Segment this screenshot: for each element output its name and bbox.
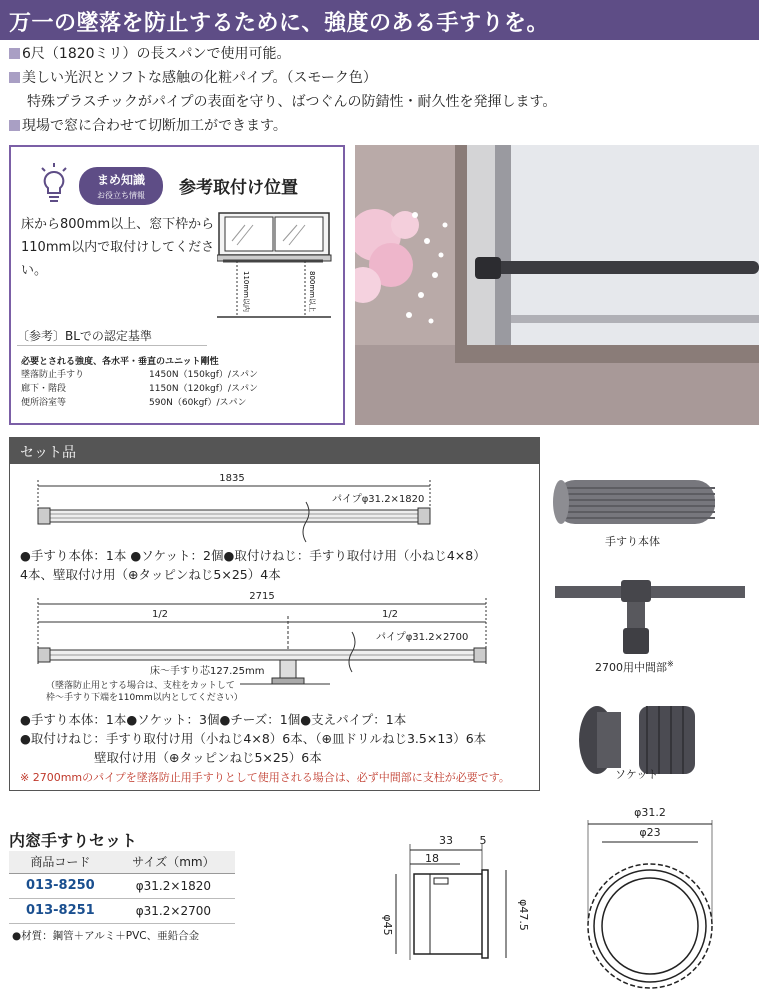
dim-5-label: 5 (479, 834, 487, 847)
feature-text: 現場で窓に合わせて切断加工ができます。 (22, 118, 287, 134)
page-title: 万一の墜落を防止するために、強度のある手すりを。 (9, 11, 550, 36)
dim-800-label: 800mm以上 (308, 271, 316, 312)
product-title: 内窓手すりセット (9, 831, 138, 850)
bl-label: 廊下・階段 (21, 384, 67, 394)
tip-text: 床から800mm以上、窓下枠から110mm以内で取付けしてください。 (21, 217, 215, 278)
feature-text: 美しい光沢とソフトな感触の化粧パイプ。（スモーク色） (22, 70, 377, 86)
badge-main: まめ知識 (96, 173, 145, 187)
d2-pipe-label: パイプφ31.2×2700 (376, 632, 469, 643)
part-middle-mark: ※ (667, 659, 674, 669)
d2-floor-label: 床～手すり芯127.25mm (150, 666, 265, 677)
d2-contents-line: 壁取付け用（⊕タッピンねじ5×25）6本 (94, 750, 322, 765)
d2-half-left: 1/2 (151, 609, 169, 620)
bl-heading: 〔参考〕BLでの認定基準 (17, 329, 152, 343)
warning-note: ※ 2700mmのパイプを墜落防止用手すりとして使用される場合は、必ず中間部に支柱が必要です。 (20, 771, 510, 784)
lightbulb-icon (39, 163, 69, 207)
set-drawings (10, 464, 539, 724)
divider (17, 345, 207, 346)
feature-text: 6尺（1820ミリ）の長スパンで使用可能。 (22, 46, 291, 62)
square-bullet-icon (9, 48, 20, 59)
bl-value: 1150N（120kgf）/スパン (149, 384, 258, 394)
part-middle-text: 2700用中間部 (595, 661, 667, 674)
dim-312-label: φ31.2 (634, 806, 666, 819)
bl-value: 1450N（150kgf）/スパン (149, 370, 258, 380)
set-header-label: セット品 (20, 445, 76, 461)
feature-item (9, 42, 749, 66)
table-header-row (9, 851, 235, 873)
d2-half-right: 1/2 (381, 609, 399, 620)
parts-illustrations (547, 440, 752, 800)
product-code: 013-8251 (9, 898, 112, 923)
dim-110-label: 110mm以内 (242, 271, 250, 312)
d2-contents (20, 710, 486, 767)
table-row (9, 898, 235, 923)
d1-contents-line: 4本、壁取付け用（⊕タッピンねじ5×25）4本 (20, 567, 281, 582)
technical-drawing (370, 800, 759, 1007)
feature-item (9, 114, 749, 138)
middle-part-image (555, 580, 745, 654)
bl-table (21, 368, 271, 410)
product-size: φ31.2×2700 (112, 898, 235, 923)
dim-33-label: 33 (439, 834, 453, 847)
square-bullet-icon (9, 120, 20, 131)
window-position-diagram (217, 211, 337, 321)
col-code-header: 商品コード (9, 851, 112, 873)
dim-23-label: φ23 (639, 826, 661, 839)
feature-text: 特殊プラスチックがパイプの表面を守り、ばつぐんの防錆性・耐久性を発揮します。 (27, 94, 557, 110)
feature-item (9, 90, 749, 114)
dim-475-label: φ47.5 (517, 899, 530, 931)
square-bullet-icon (9, 72, 20, 83)
bl-label: 墜落防止手すり (21, 370, 85, 380)
socket-image (579, 706, 695, 774)
part-socket-label: ソケット (615, 768, 659, 781)
part-middle-label (595, 659, 674, 675)
product-size: φ31.2×1820 (112, 873, 235, 898)
d1-contents (20, 546, 486, 584)
d2-note-2: 枠～手すり下端を110mm以内としてください） (46, 693, 243, 703)
bl-value: 590N（60kgf）/スパン (149, 398, 247, 408)
handrail-body-image (553, 480, 715, 524)
product-table (9, 851, 235, 924)
d1-length-label: 1835 (219, 473, 245, 484)
tip-box (9, 145, 345, 425)
part-body-label: 手すり本体 (605, 535, 660, 548)
d2-contents-line: ●手すり本体：1本●ソケット：3個●チーズ：1個●支えパイプ：1本 (20, 712, 407, 727)
d1-contents-line: ●手すり本体：1本 ●ソケット：2個●取付けねじ：手すり取付け用（小ねじ4×8） (20, 548, 486, 563)
bl-row (21, 368, 271, 382)
feature-item (9, 66, 749, 90)
installation-photo (355, 145, 759, 425)
bl-row (21, 382, 271, 396)
bl-label: 便所浴室等 (21, 398, 67, 408)
tip-badge (79, 167, 163, 205)
d2-contents-line: ●取付けねじ：手すり取付け用（小ねじ4×8）6本、（⊕皿ドリルねじ3.5×13）6本 (20, 731, 487, 746)
table-row (9, 873, 235, 898)
badge-sub: お役立ち情報 (97, 191, 145, 200)
bl-row (21, 396, 271, 410)
col-size-header: サイズ（mm） (112, 851, 235, 873)
d1-pipe-label: パイプφ31.2×1820 (332, 494, 425, 505)
set-box (9, 437, 540, 791)
set-header (10, 438, 539, 464)
title-bar (0, 0, 759, 40)
d2-note-1: （墜落防止用とする場合は、支柱をカットして (46, 681, 235, 691)
bl-subheading: 必要とされる強度、各水平・垂直のユニット剛性 (21, 357, 219, 367)
product-code: 013-8250 (9, 873, 112, 898)
dim-45-label: φ45 (381, 914, 394, 936)
feature-list (9, 42, 749, 138)
d2-length-label: 2715 (249, 591, 275, 602)
material-note: ●材質：鋼管＋アルミ＋PVC、亜鉛合金 (12, 930, 200, 942)
dim-18-label: 18 (425, 852, 439, 865)
tip-heading: 参考取付け位置 (179, 178, 298, 198)
